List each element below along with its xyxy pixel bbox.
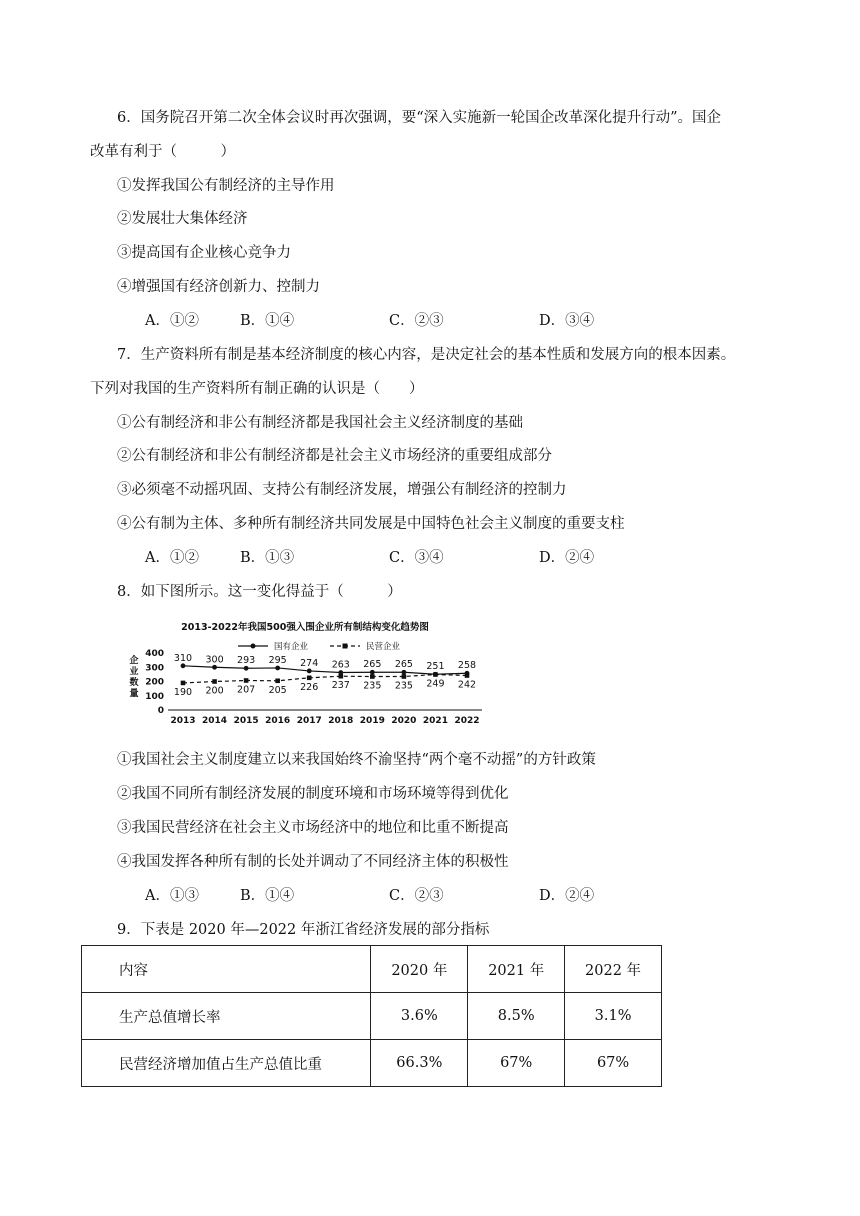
data-label: 295	[268, 654, 287, 666]
q6-stem-line1: 6．国务院召开第二次全体会议时再次强调，要“深入实施新一轮国企改革深化提升行动”。国企	[117, 110, 722, 126]
series-line-private	[183, 675, 467, 683]
private-enterprise-point	[338, 674, 343, 679]
data-label: 265	[394, 659, 413, 671]
y-axis-label-char: 数	[129, 678, 139, 688]
data-label: 237	[331, 680, 350, 692]
chart-title: 2013-2022年我国500强入围企业所有制结构变化趋势图	[181, 622, 429, 633]
x-tick-label: 2018	[328, 716, 354, 726]
q8-item-3: ③我国民营经济在社会主义市场经济中的地位和比重不断提高	[117, 820, 509, 836]
y-axis-label	[129, 654, 138, 699]
ownership-trend-chart	[120, 615, 490, 733]
table-cell: 66.3%	[371, 1040, 468, 1087]
table-row	[82, 1040, 662, 1087]
x-tick-label: 2019	[359, 716, 385, 726]
private-enterprise-point	[433, 672, 438, 677]
legend-marker	[343, 644, 348, 649]
table-header-row	[82, 946, 662, 993]
q7-option-d: D．②④	[539, 550, 595, 566]
table-header-cell: 内容	[82, 946, 371, 993]
q7-option-a: A．①②	[145, 550, 199, 566]
data-label: 249	[426, 678, 445, 690]
data-label: 235	[363, 680, 382, 692]
x-axis-ticks	[170, 716, 479, 726]
private-enterprise-point	[275, 678, 280, 683]
table-cell: 8.5%	[468, 993, 565, 1040]
series-line-state	[183, 666, 467, 674]
q7-stem-line2: 下列对我国的生产资料所有制正确的认识是（ ）	[90, 381, 424, 397]
private-enterprise-point	[370, 674, 375, 679]
private-enterprise-point	[244, 678, 249, 683]
data-label: 235	[394, 680, 413, 692]
x-tick-label: 2017	[296, 716, 322, 726]
data-label: 300	[205, 654, 224, 666]
q6-item-4: ④增强国有经济创新力、控制力	[117, 279, 320, 295]
data-label: 207	[237, 684, 256, 696]
state-enterprise-point	[275, 666, 280, 671]
table-cell: 67%	[565, 1040, 662, 1087]
q8-item-4: ④我国发挥各种所有制的长处并调动了不同经济主体的积极性	[117, 854, 509, 870]
data-label: 263	[331, 659, 350, 671]
q6-option-c: C．②③	[389, 313, 444, 329]
x-tick-label: 2020	[391, 716, 417, 726]
q6-option-a: A．①②	[145, 313, 199, 329]
data-label: 310	[173, 652, 193, 664]
q6-item-1: ①发挥我国公有制经济的主导作用	[117, 178, 335, 194]
state-enterprise-point	[244, 666, 249, 671]
q6-item-2: ②发展壮大集体经济	[117, 211, 248, 227]
table-cell: 民营经济增加值占生产总值比重	[82, 1040, 371, 1087]
y-tick-label: 0	[157, 706, 164, 716]
data-label: 251	[426, 661, 445, 673]
q8-item-2: ②我国不同所有制经济发展的制度环境和市场环境等得到优化	[117, 786, 509, 802]
table-cell: 3.6%	[371, 993, 468, 1040]
y-tick-label: 400	[145, 649, 164, 659]
q8-option-c: C．②③	[389, 888, 444, 904]
state-enterprise-point	[212, 665, 217, 670]
private-enterprise-point	[181, 681, 186, 686]
q8-option-d: D．②④	[539, 888, 595, 904]
data-label: 242	[457, 679, 477, 691]
table-row	[82, 993, 662, 1040]
legend-marker	[251, 644, 256, 649]
q7-option-b: B．①③	[240, 550, 295, 566]
y-tick-label: 100	[145, 691, 164, 702]
legend-entry: 国有企业	[274, 642, 309, 652]
private-enterprise-point	[465, 673, 470, 678]
x-tick-label: 2015	[233, 716, 259, 726]
q6-option-d: D．③④	[539, 313, 595, 329]
q9-stem: 9．下表是 2020 年—2022 年浙江省经济发展的部分指标	[117, 922, 490, 938]
q6-stem-line2: 改革有利于（ ）	[90, 144, 235, 160]
x-tick-label: 2016	[265, 716, 291, 726]
data-label: 200	[205, 685, 224, 697]
chart-legend	[238, 641, 401, 652]
x-tick-label: 2014	[202, 716, 228, 726]
data-label: 226	[300, 681, 319, 693]
private-enterprise-point	[402, 674, 407, 679]
data-label: 265	[363, 659, 382, 671]
table-header-cell: 2021 年	[468, 946, 565, 993]
q7-item-3: ③必须毫不动摇巩固、支持公有制经济发展，增强公有制经济的控制力	[117, 482, 567, 498]
y-axis-label-char: 业	[129, 667, 139, 677]
data-label: 205	[268, 684, 287, 696]
data-label: 190	[173, 686, 193, 698]
q7-item-2: ②公有制经济和非公有制经济都是社会主义市场经济的重要组成部分	[117, 448, 552, 464]
table-cell: 生产总值增长率	[82, 993, 371, 1040]
q6-item-3: ③提高国有企业核心竞争力	[117, 245, 291, 261]
y-axis-ticks	[145, 649, 164, 716]
table-cell: 67%	[468, 1040, 565, 1087]
state-enterprise-point	[181, 663, 186, 668]
q8-option-a: A．①③	[145, 888, 199, 904]
q7-option-c: C．③④	[389, 550, 444, 566]
state-enterprise-point	[307, 669, 312, 674]
q7-stem-line1: 7．生产资料所有制是基本经济制度的核心内容，是决定社会的基本性质和发展方向的根本因素。	[117, 347, 736, 363]
q7-item-4: ④公有制为主体、多种所有制经济共同发展是中国特色社会主义制度的重要支柱	[117, 516, 625, 532]
zhejiang-economy-table	[81, 945, 662, 1087]
data-label: 258	[457, 660, 477, 672]
x-tick-label: 2021	[422, 716, 448, 726]
q8-stem: 8．如下图所示。这一变化得益于（ ）	[117, 584, 402, 600]
private-enterprise-point	[212, 679, 217, 684]
table-header-cell: 2020 年	[371, 946, 468, 993]
table-header-cell: 2022 年	[565, 946, 662, 993]
q8-item-1: ①我国社会主义制度建立以来我国始终不渝坚持“两个毫不动摇”的方针政策	[117, 752, 596, 768]
legend-entry: 民营企业	[366, 642, 401, 652]
q7-item-1: ①公有制经济和非公有制经济都是我国社会主义经济制度的基础	[117, 415, 523, 431]
y-tick-label: 200	[145, 677, 164, 688]
private-enterprise-point	[307, 675, 312, 680]
q6-option-b: B．①④	[240, 313, 295, 329]
data-label: 274	[300, 657, 319, 669]
state-enterprise-point	[370, 670, 375, 675]
y-axis-label-char: 量	[129, 689, 139, 699]
table-cell: 3.1%	[565, 993, 662, 1040]
x-tick-label: 2022	[454, 716, 480, 726]
y-axis-label-char: 企	[129, 656, 139, 666]
x-tick-label: 2013	[170, 716, 196, 726]
q8-option-b: B．①④	[240, 888, 295, 904]
state-enterprise-point	[401, 670, 406, 675]
data-label: 293	[237, 655, 256, 667]
y-tick-label: 300	[145, 663, 164, 674]
